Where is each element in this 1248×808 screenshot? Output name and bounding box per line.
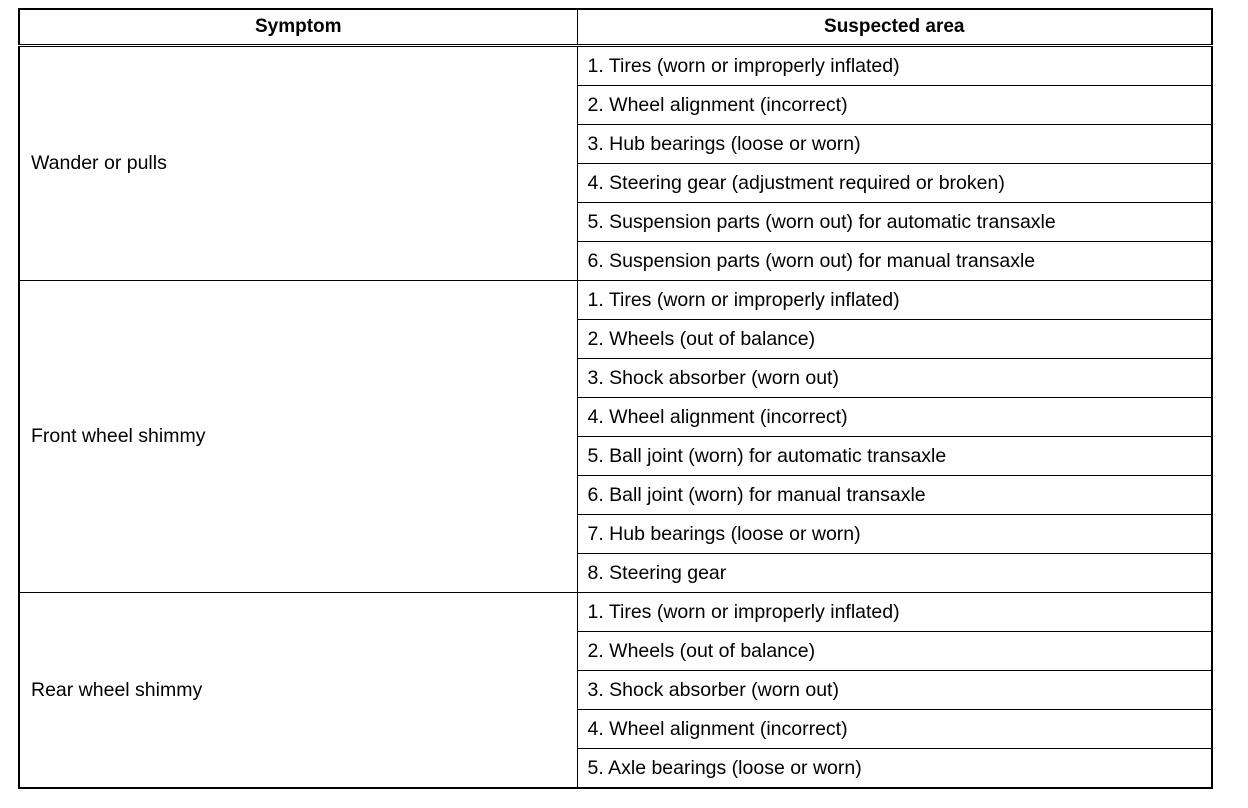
table-row (19, 281, 1212, 320)
suspected-area-cell: 5. Axle bearings (loose or worn) (577, 749, 1212, 789)
suspected-area-cell: 2. Wheels (out of balance) (577, 632, 1212, 671)
suspected-area-cell: 3. Shock absorber (worn out) (577, 671, 1212, 710)
suspected-area-cell: 5. Suspension parts (worn out) for automatic transaxle (577, 203, 1212, 242)
table-row (19, 593, 1212, 632)
suspected-area-cell: 1. Tires (worn or improperly inflated) (577, 281, 1212, 320)
symptom-cell: Rear wheel shimmy (19, 593, 577, 789)
symptom-cell: Wander or pulls (19, 46, 577, 281)
suspected-area-cell: 7. Hub bearings (loose or worn) (577, 515, 1212, 554)
table-row (19, 46, 1212, 86)
suspected-area-cell: 3. Shock absorber (worn out) (577, 359, 1212, 398)
symptom-column-header: Symptom (19, 9, 577, 46)
symptom-table (18, 8, 1213, 789)
suspected-area-cell: 1. Tires (worn or improperly inflated) (577, 593, 1212, 632)
suspected-area-column-header: Suspected area (577, 9, 1212, 46)
suspected-area-cell: 6. Suspension parts (worn out) for manual transaxle (577, 242, 1212, 281)
suspected-area-cell: 4. Wheel alignment (incorrect) (577, 710, 1212, 749)
suspected-area-cell: 8. Steering gear (577, 554, 1212, 593)
symptom-cell: Front wheel shimmy (19, 281, 577, 593)
table-body (19, 46, 1212, 789)
suspected-area-cell: 3. Hub bearings (loose or worn) (577, 125, 1212, 164)
suspected-area-cell: 5. Ball joint (worn) for automatic transaxle (577, 437, 1212, 476)
suspected-area-cell: 4. Steering gear (adjustment required or broken) (577, 164, 1212, 203)
suspected-area-cell: 4. Wheel alignment (incorrect) (577, 398, 1212, 437)
suspected-area-cell: 2. Wheel alignment (incorrect) (577, 86, 1212, 125)
header-row (19, 9, 1212, 46)
suspected-area-cell: 6. Ball joint (worn) for manual transaxle (577, 476, 1212, 515)
suspected-area-cell: 1. Tires (worn or improperly inflated) (577, 46, 1212, 86)
suspected-area-cell: 2. Wheels (out of balance) (577, 320, 1212, 359)
